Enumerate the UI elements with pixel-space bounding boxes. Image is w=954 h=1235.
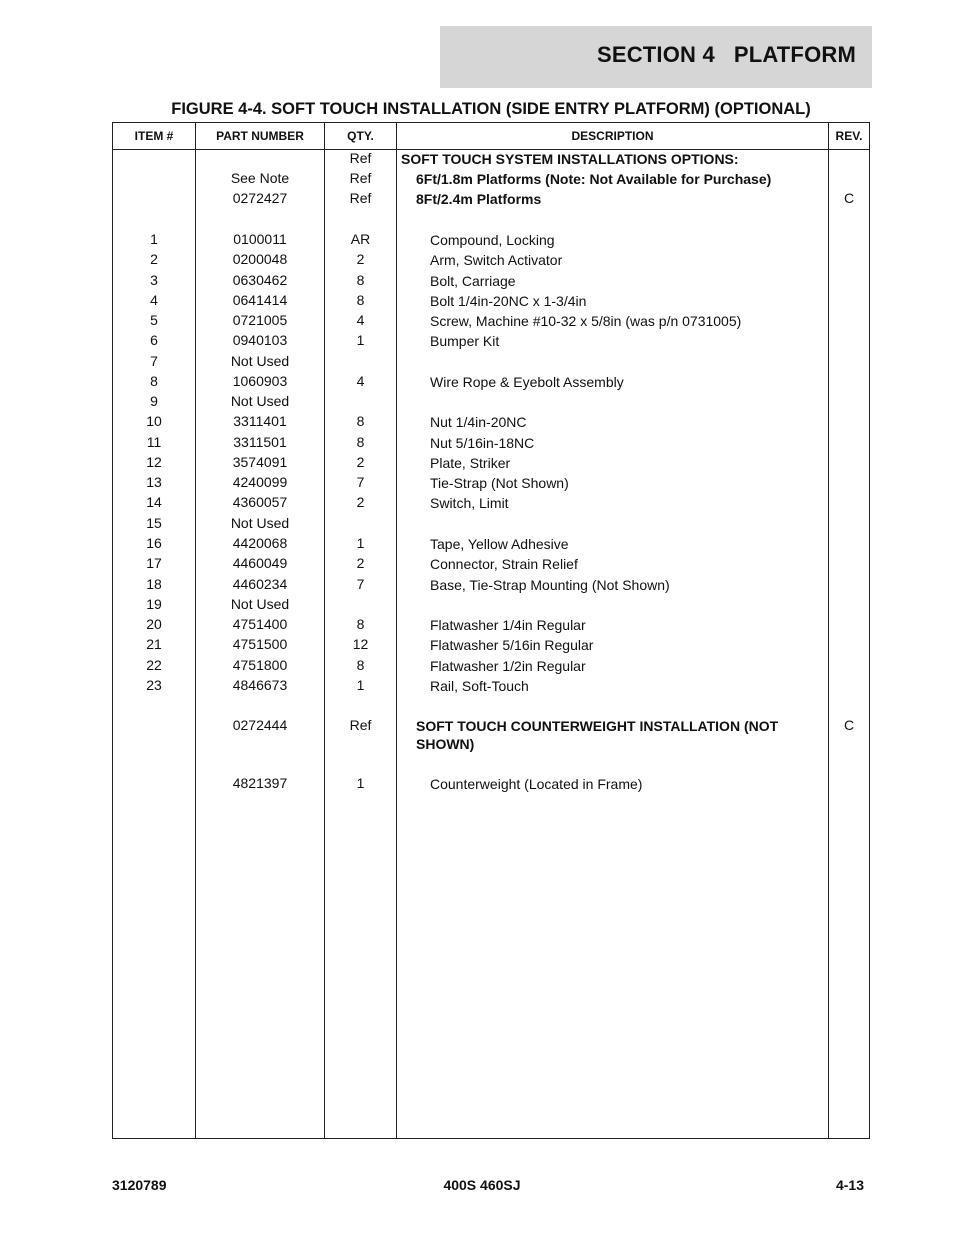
- section-title: SECTION 4 PLATFORM: [596, 42, 856, 67]
- parts-table: [112, 122, 870, 1139]
- footer-document-number: 3120789: [112, 1177, 167, 1193]
- quantity-cell: AR: [350, 231, 371, 247]
- column-header-item: ITEM #: [134, 129, 174, 143]
- quantity-cell: Ref: [349, 150, 372, 166]
- description-cell: Bolt 1/4in-20NC x 1-3/4in: [430, 293, 587, 309]
- quantity-cell: Ref: [349, 717, 372, 733]
- item-number-cell: 21: [146, 636, 162, 652]
- description-cell: Counterweight (Located in Frame): [430, 776, 643, 792]
- item-number-cell: 17: [146, 555, 162, 571]
- quantity-cell: 8: [356, 272, 365, 288]
- item-number-cell: 16: [146, 535, 162, 551]
- quantity-cell: 4: [356, 312, 365, 328]
- revision-cell: C: [843, 717, 855, 733]
- description-cell: Plate, Striker: [430, 455, 511, 471]
- item-number-cell: 2: [150, 251, 158, 267]
- part-number-cell: Not Used: [230, 515, 290, 531]
- description-cell: Screw, Machine #10-32 x 5/8in (was p/n 0731005): [430, 313, 742, 329]
- item-number-cell: 3: [150, 272, 158, 288]
- part-number-cell: 4751800: [232, 657, 288, 673]
- footer-model: 400S 460SJ: [443, 1177, 521, 1193]
- item-number-cell: 20: [146, 616, 162, 632]
- section-header-box: [440, 26, 872, 88]
- part-number-cell: 0940103: [232, 332, 288, 348]
- item-number-cell: 19: [146, 596, 162, 612]
- item-number-cell: 11: [146, 434, 162, 450]
- part-number-cell: 0200048: [232, 251, 288, 267]
- item-number-cell: 4: [150, 292, 158, 308]
- part-number-cell: 0630462: [232, 272, 288, 288]
- description-cell: Bumper Kit: [430, 333, 500, 349]
- part-number-cell: See Note: [230, 170, 290, 186]
- quantity-cell: 2: [356, 251, 365, 267]
- item-number-cell: 22: [146, 657, 162, 673]
- description-cell: SOFT TOUCH SYSTEM INSTALLATIONS OPTIONS:: [401, 151, 739, 167]
- quantity-cell: 8: [356, 657, 365, 673]
- item-number-cell: 10: [146, 413, 162, 429]
- description-cell: Compound, Locking: [430, 232, 555, 248]
- column-divider: [396, 123, 397, 1138]
- part-number-cell: 0272427: [232, 190, 288, 206]
- description-cell: Bolt, Carriage: [430, 273, 516, 289]
- description-cell: Switch, Limit: [430, 495, 509, 511]
- quantity-cell: 2: [356, 555, 365, 571]
- quantity-cell: 1: [356, 535, 365, 551]
- part-number-cell: 3311401: [233, 413, 287, 429]
- figure-title: FIGURE 4-4. SOFT TOUCH INSTALLATION (SIDE ENTRY PLATFORM) (OPTIONAL): [171, 100, 811, 118]
- quantity-cell: 7: [356, 474, 365, 490]
- part-number-cell: 4751500: [232, 636, 288, 652]
- part-number-cell: 0641414: [232, 292, 288, 308]
- part-number-cell: 0721005: [232, 312, 288, 328]
- quantity-cell: Ref: [349, 170, 372, 186]
- item-number-cell: 12: [146, 454, 162, 470]
- description-cell: Nut 1/4in-20NC: [430, 414, 527, 430]
- part-number-cell: Not Used: [230, 353, 290, 369]
- part-number-cell: 4240099: [232, 474, 288, 490]
- description-cell: Wire Rope & Eyebolt Assembly: [430, 374, 624, 390]
- column-header-qty: QTY.: [347, 129, 374, 143]
- quantity-cell: 8: [356, 616, 365, 632]
- description-cell: SOFT TOUCH COUNTERWEIGHT INSTALLATION (NOT SHOWN): [416, 718, 779, 752]
- part-number-cell: Not Used: [230, 393, 290, 409]
- description-cell: Base, Tie-Strap Mounting (Not Shown): [430, 577, 670, 593]
- quantity-cell: 7: [356, 576, 365, 592]
- description-cell: Connector, Strain Relief: [430, 556, 578, 572]
- item-number-cell: 14: [146, 494, 162, 510]
- column-header-description: DESCRIPTION: [571, 129, 654, 143]
- description-cell: Rail, Soft-Touch: [430, 678, 529, 694]
- item-number-cell: 8: [150, 373, 158, 389]
- revision-cell: C: [843, 190, 855, 206]
- part-number-cell: 4846673: [232, 677, 288, 693]
- description-cell: Flatwasher 1/4in Regular: [430, 617, 586, 633]
- part-number-cell: Not Used: [230, 596, 290, 612]
- part-number-cell: 4460049: [232, 555, 288, 571]
- column-header-part-number: PART NUMBER: [216, 129, 304, 143]
- quantity-cell: 1: [356, 677, 365, 693]
- part-number-cell: 0100011: [233, 231, 287, 247]
- description-cell: Tape, Yellow Adhesive: [430, 536, 569, 552]
- quantity-cell: 12: [352, 636, 369, 652]
- part-number-cell: 4360057: [232, 494, 288, 510]
- part-number-cell: 3574091: [232, 454, 288, 470]
- item-number-cell: 6: [150, 332, 158, 348]
- item-number-cell: 23: [146, 677, 162, 693]
- description-cell: Flatwasher 5/16in Regular: [430, 637, 594, 653]
- item-number-cell: 9: [150, 393, 158, 409]
- quantity-cell: 8: [356, 413, 365, 429]
- part-number-cell: 3311501: [233, 434, 287, 450]
- part-number-cell: 4420068: [232, 535, 288, 551]
- item-number-cell: 7: [150, 353, 158, 369]
- item-number-cell: 5: [150, 312, 158, 328]
- part-number-cell: 1060903: [232, 373, 288, 389]
- footer-page-number: 4-13: [835, 1177, 864, 1193]
- part-number-cell: 4751400: [232, 616, 288, 632]
- item-number-cell: 18: [146, 576, 162, 592]
- item-number-cell: 1: [150, 231, 158, 247]
- description-cell: Tie-Strap (Not Shown): [430, 475, 569, 491]
- column-header-rev: REV.: [835, 129, 863, 143]
- part-number-cell: 4821397: [232, 775, 288, 791]
- part-number-cell: 0272444: [232, 717, 288, 733]
- quantity-cell: 1: [356, 775, 365, 791]
- description-cell: Arm, Switch Activator: [430, 252, 563, 268]
- quantity-cell: 8: [356, 434, 365, 450]
- quantity-cell: 2: [356, 494, 365, 510]
- quantity-cell: Ref: [349, 190, 372, 206]
- item-number-cell: 13: [146, 474, 162, 490]
- part-number-cell: 4460234: [232, 576, 288, 592]
- item-number-cell: 15: [146, 515, 162, 531]
- quantity-cell: 4: [356, 373, 365, 389]
- description-cell: 6Ft/1.8m Platforms (Note: Not Available for Purchase): [416, 171, 772, 187]
- description-cell: Nut 5/16in-18NC: [430, 435, 535, 451]
- description-cell: Flatwasher 1/2in Regular: [430, 658, 586, 674]
- quantity-cell: 8: [356, 292, 365, 308]
- quantity-cell: 2: [356, 454, 365, 470]
- description-cell: 8Ft/2.4m Platforms: [416, 191, 542, 207]
- quantity-cell: 1: [356, 332, 365, 348]
